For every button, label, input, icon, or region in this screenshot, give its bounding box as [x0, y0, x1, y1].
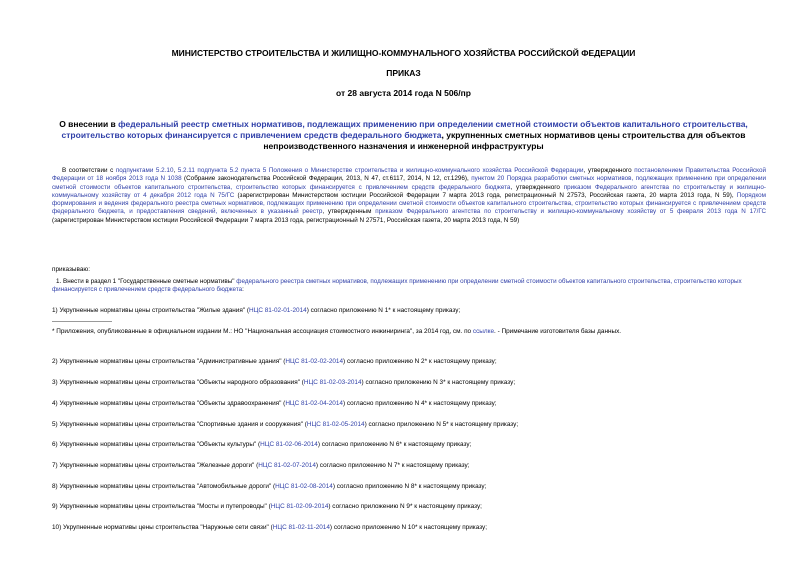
preamble-link[interactable]: 5.2.11 подпункта 5.2 пункта 5 Положения о Министерстве строительства и жилищно-коммунального хозяйства Российской Федерации — [177, 167, 584, 174]
preamble-text: (Собрание законодательства Российской Федерации, 2013, N 47, ст.6117, 2014, N 12, ст.1296), — [181, 175, 472, 183]
title-registry-link[interactable]: федеральный реестр сметных нормативов, подлежащих применению при определении сметной стоимости объектов капитального строительства, строительство которых финансируется с привлечением средств федерального бюджета — [61, 119, 748, 140]
preamble-text: (зарегистрирован Министерством юстиции Российской Федерации 7 марта 2013 года, регистрационный N 27571, Российская газета, 20 марта 2013 года, N 59) — [52, 216, 520, 224]
title-text-2: , укрупненных сметных нормативов цены строительства для объектов непроизводственного назначения и инженерной инфраструктуры — [263, 130, 746, 151]
item-text: ) согласно приложению N 4* к настоящему приказу; — [342, 400, 497, 407]
item-text: 7) Укрупненные нормативы цены строительства "Железные дороги" ( — [52, 462, 259, 469]
list-item — [52, 524, 487, 531]
item-code-link[interactable]: НЦС 81-02-06-2014 — [260, 441, 318, 448]
footnote-text: . - Примечание изготовителя базы данных. — [494, 328, 622, 335]
preamble-text: В соответствии с — [62, 167, 116, 174]
document-type: ПРИКАЗ — [386, 68, 421, 78]
document-date: от 28 августа 2014 года N 506/пр — [336, 88, 471, 98]
item-text: ) согласно приложению N 2* к настоящему приказу; — [343, 358, 497, 365]
item-text: ) согласно приложению N 5* к настоящему приказу; — [364, 421, 519, 428]
item-text: 5) Укрупненные нормативы цены строительства "Спортивные здания и сооружения" ( — [52, 421, 307, 428]
preamble-link[interactable]: постановлением Правительства Российской Федерации от 18 ноября 2013 года N 1038 — [52, 167, 767, 183]
item-text: ) согласно приложению N 10* к настоящему приказу; — [329, 524, 488, 531]
footnote — [52, 328, 621, 335]
footnote-link[interactable]: ссылке — [472, 328, 495, 335]
item-code-link[interactable]: НЦС 81-02-07-2014 — [258, 462, 316, 469]
item-text: ) согласно приложению N 1* к настоящему приказу; — [306, 307, 461, 314]
preamble-text: , утвержденного — [583, 167, 635, 174]
clause-1 — [52, 278, 766, 295]
document-title — [40, 119, 767, 152]
item-text: ) согласно приложению N 9* к настоящему приказу; — [328, 503, 482, 510]
footnote-divider — [52, 321, 112, 322]
clause-text: : — [242, 286, 244, 294]
item-text: 6) Укрупненные нормативы цены строительства "Объекты культуры" ( — [52, 441, 261, 448]
item-code-link[interactable]: НЦС 81-02-01-2014 — [249, 307, 307, 314]
item-code-link[interactable]: НЦС 81-02-03-2014 — [303, 379, 362, 386]
list-item — [52, 379, 515, 386]
item-code-link[interactable]: НЦС 81-02-02-2014 — [285, 358, 344, 365]
list-item — [52, 358, 497, 365]
list-item — [52, 421, 518, 428]
list-item — [52, 307, 460, 314]
item-text: 3) Укрупненные нормативы цены строительства "Объекты народного образования" ( — [52, 379, 304, 386]
item-text: ) согласно приложению N 7* к настоящему приказу; — [315, 462, 470, 469]
preamble-paragraph — [52, 167, 766, 225]
item-code-link[interactable]: НЦС 81-02-05-2014 — [306, 421, 365, 428]
preamble-link[interactable]: Порядком формирования и ведения федерального реестра сметных нормативов, подлежащих применению при определении сметной стоимости объектов капитального строительства, строительство которых финансируется с привлечением средств федерального бюджета, и предоставления сведений, включенных в указанный реестр — [52, 191, 766, 216]
item-code-link[interactable]: НЦС 81-02-11-2014 — [272, 524, 330, 531]
clause-registry-link[interactable]: федерального реестра сметных нормативов, подлежащих применению при определении сметной стоимости объектов капитального строительства, строительство которых финансируется с привлечением средств федерального бюджета — [52, 278, 742, 294]
preamble-link[interactable]: приказом Федерального агентства по строительству и жилищно-коммунальному хозяйству от 5 февраля 2013 года N 17/ГС — [375, 208, 766, 216]
list-item — [52, 400, 497, 407]
footnote-text: * Приложения, опубликованные в официальном издании М.: НО "Национальная ассоциация стоимостного инжиниринга", за 2014 год, см. по — [52, 328, 473, 335]
preamble-text: , утвержденного — [510, 183, 564, 191]
order-word: приказываю: — [52, 266, 90, 273]
preamble-link[interactable]: приказом Федерального агентства по строительству и жилищно-коммунальному хозяйству от 4 декабря 2012 года N 75/ГС — [52, 183, 766, 199]
list-item — [52, 441, 471, 448]
item-text: 9) Укрупненные нормативы цены строительства "Мосты и путепроводы" ( — [52, 503, 271, 510]
list-item — [52, 483, 486, 490]
preamble-text: (зарегистрирован Министерством юстиции Российской Федерации 7 марта 2013 года, регистрационный N 27573, Российская газета, 20 марта 2013 года, N 59), — [234, 191, 737, 199]
ministry-heading: МИНИСТЕРСТВО СТРОИТЕЛЬСТВА И ЖИЛИЩНО-КОММУНАЛЬНОГО ХОЗЯЙСТВА РОССИЙСКОЙ ФЕДЕРАЦИИ — [171, 48, 636, 58]
title-text-1: О внесении в — [59, 119, 119, 129]
item-code-link[interactable]: НЦС 81-02-09-2014 — [270, 503, 329, 510]
list-item — [52, 503, 482, 510]
item-code-link[interactable]: НЦС 81-02-04-2014 — [285, 400, 343, 407]
item-text: 10) Укрупненные нормативы цены строительства "Наружные сети связи" ( — [52, 524, 273, 531]
item-text: ) согласно приложению N 3* к настоящему приказу; — [361, 379, 516, 386]
clause-text: 1. Внести в раздел 1 "Государственные сметные нормативы" — [56, 278, 237, 285]
preamble-link[interactable]: подпунктами 5.2.10 — [115, 167, 174, 174]
item-text: 8) Укрупненные нормативы цены строительства "Автомобильные дороги" ( — [52, 483, 276, 490]
item-text: 1) Укрупненные нормативы цены строительства "Жилые здания" ( — [52, 307, 250, 314]
list-item — [52, 462, 469, 469]
item-text: ) согласно приложению N 8* к настоящему приказу; — [332, 483, 487, 490]
preamble-text: , утвержденным — [322, 208, 376, 216]
preamble-link[interactable]: пунктом 20 Порядка разработки сметных нормативов, подлежащих применению при определении сметной стоимости объектов капитального строительства, строительство которых финансируется с привлечением средств федерального бюджета — [52, 175, 766, 191]
preamble-text: , — [173, 167, 178, 174]
item-code-link[interactable]: НЦС 81-02-08-2014 — [275, 483, 333, 490]
item-text: 4) Укрупненные нормативы цены строительства "Объекты здравоохранения" ( — [52, 400, 286, 407]
item-text: 2) Укрупненные нормативы цены строительства "Административные здания" ( — [52, 358, 286, 365]
item-text: ) согласно приложению N 6* к настоящему приказу; — [317, 441, 472, 448]
